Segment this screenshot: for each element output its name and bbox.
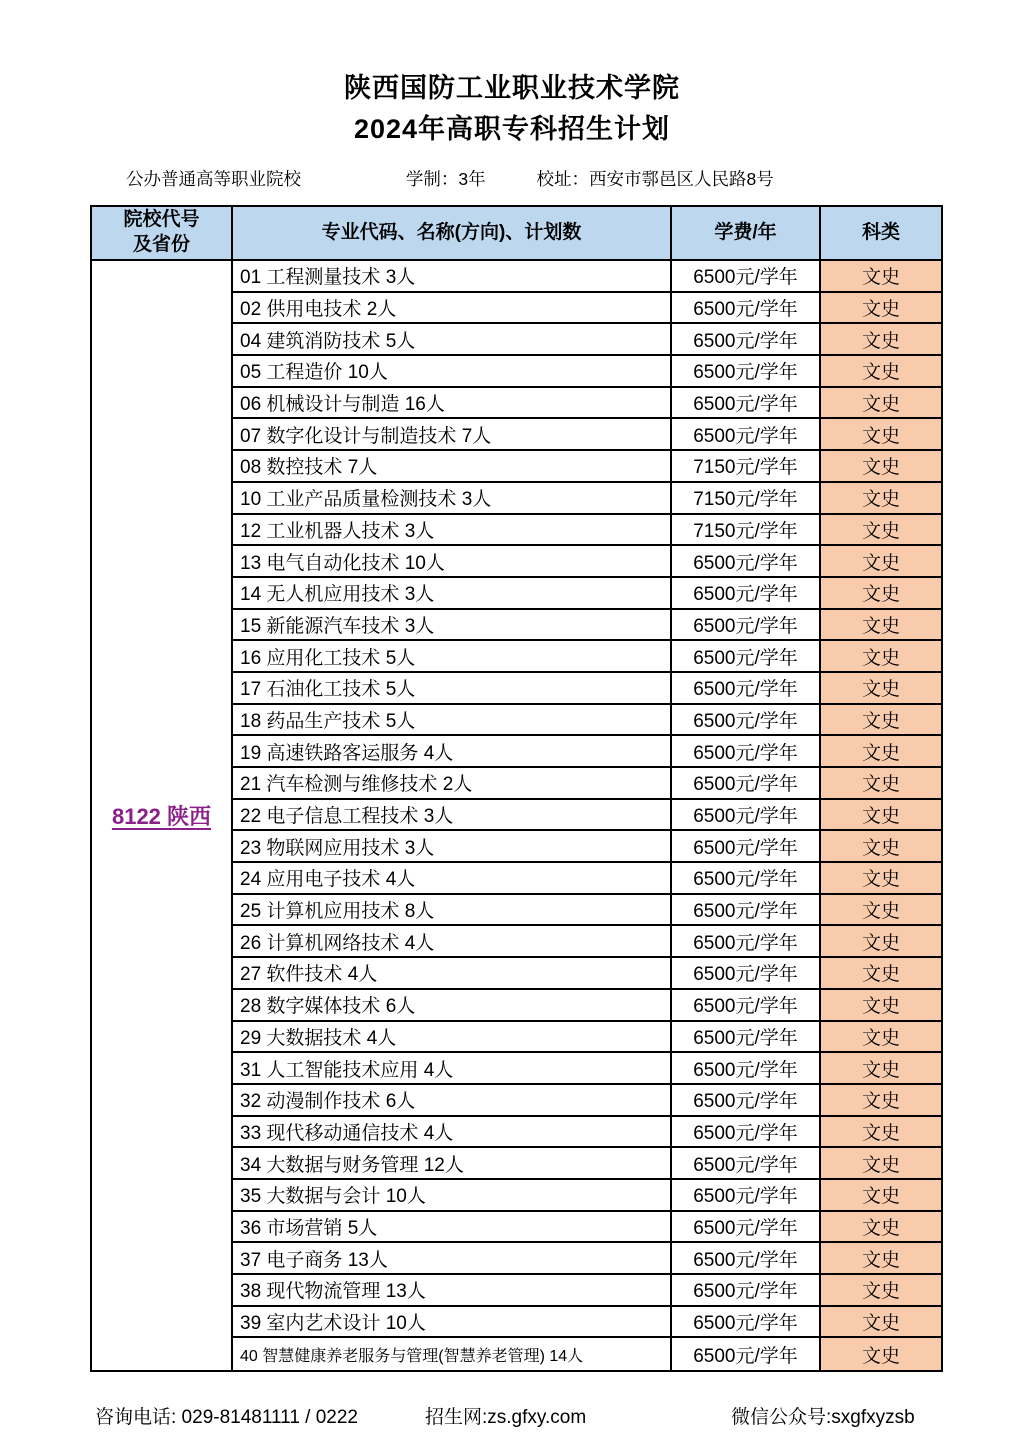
major-cell: 13 电气自动化技术 10人 [233,546,672,578]
category-cell: 文史 [821,451,941,483]
category-cell: 文史 [821,1275,941,1307]
tuition-cell: 6500元/学年 [672,1307,821,1339]
tuition-cell: 6500元/学年 [672,1053,821,1085]
major-cell: 16 应用化工技术 5人 [233,641,672,673]
major-cell: 38 现代物流管理 13人 [233,1275,672,1307]
major-cell: 28 数字媒体技术 6人 [233,990,672,1022]
school-address-label: 校址：西安市鄠邑区人民路8号 [536,169,774,189]
major-cell: 35 大数据与会计 10人 [233,1180,672,1212]
college-code-cell [92,261,233,1370]
category-cell: 文史 [821,1180,941,1212]
tuition-cell: 6500元/学年 [672,1275,821,1307]
major-cell: 08 数控技术 7人 [233,451,672,483]
major-cell: 39 室内艺术设计 10人 [233,1307,672,1339]
major-cell: 07 数字化设计与制造技术 7人 [233,419,672,451]
tuition-cell: 6500元/学年 [672,546,821,578]
major-cell: 24 应用电子技术 4人 [233,863,672,895]
major-cell: 17 石油化工技术 5人 [233,673,672,705]
major-cell: 02 供用电技术 2人 [233,293,672,325]
header-category: 科类 [821,207,941,261]
tuition-cell: 6500元/学年 [672,1338,821,1370]
admission-plan-table [90,205,943,1372]
footer-phone: 咨询电话: 029-81481111 / 0222 [95,1407,358,1428]
category-cell: 文史 [821,895,941,927]
major-cell: 26 计算机网络技术 4人 [233,926,672,958]
tuition-cell: 6500元/学年 [672,895,821,927]
tuition-cell: 6500元/学年 [672,926,821,958]
category-cell: 文史 [821,483,941,515]
tuition-cell: 6500元/学年 [672,1117,821,1149]
tuition-cell: 6500元/学年 [672,578,821,610]
category-cell: 文史 [821,641,941,673]
major-cell: 12 工业机器人技术 3人 [233,515,672,547]
school-duration-label: 学制：3年 [405,169,486,189]
major-cell: 21 汽车检测与维修技术 2人 [233,768,672,800]
category-cell: 文史 [821,705,941,737]
tuition-cell: 6500元/学年 [672,1085,821,1117]
footer-contact-line [0,1402,1024,1430]
category-cell: 文史 [821,831,941,863]
category-cell: 文史 [821,990,941,1022]
major-cell: 34 大数据与财务管理 12人 [233,1148,672,1180]
category-cell: 文史 [821,1338,941,1370]
category-cell: 文史 [821,1117,941,1149]
major-cell: 31 人工智能技术应用 4人 [233,1053,672,1085]
tuition-cell: 7150元/学年 [672,515,821,547]
tuition-cell: 6500元/学年 [672,388,821,420]
major-cell: 01 工程测量技术 3人 [233,261,672,293]
tuition-cell: 6500元/学年 [672,1212,821,1244]
header-major: 专业代码、名称(方向)、计划数 [233,207,672,261]
tuition-cell: 6500元/学年 [672,1243,821,1275]
major-cell: 23 物联网应用技术 3人 [233,831,672,863]
category-cell: 文史 [821,1307,941,1339]
major-cell: 18 药品生产技术 5人 [233,705,672,737]
category-cell: 文史 [821,356,941,388]
tuition-cell: 6500元/学年 [672,293,821,325]
category-cell: 文史 [821,958,941,990]
header-college-code-line1: 院校代号 [123,209,200,231]
category-cell: 文史 [821,293,941,325]
tuition-cell: 6500元/学年 [672,831,821,863]
header-college-code-line2: 及省份 [132,234,190,255]
footer-website: 招生网:zs.gfxy.com [425,1407,587,1428]
category-cell: 文史 [821,1085,941,1117]
major-cell: 29 大数据技术 4人 [233,1022,672,1054]
category-cell: 文史 [821,419,941,451]
document-title: 陕西国防工业职业技术学院 [344,73,680,103]
school-info-line [126,166,774,191]
major-cell: 04 建筑消防技术 5人 [233,324,672,356]
tuition-cell: 6500元/学年 [672,768,821,800]
category-cell: 文史 [821,610,941,642]
tuition-cell: 6500元/学年 [672,705,821,737]
major-cell: 40 智慧健康养老服务与管理(智慧养老管理) 14人 [233,1338,672,1370]
major-cell: 15 新能源汽车技术 3人 [233,610,672,642]
footer-wechat: 微信公众号:sxgfxyzsb [731,1407,915,1428]
tuition-cell: 6500元/学年 [672,1022,821,1054]
tuition-cell: 6500元/学年 [672,324,821,356]
major-cell: 06 机械设计与制造 16人 [233,388,672,420]
category-cell: 文史 [821,515,941,547]
category-cell: 文史 [821,261,941,293]
category-cell: 文史 [821,324,941,356]
tuition-cell: 6500元/学年 [672,673,821,705]
tuition-cell: 6500元/学年 [672,958,821,990]
category-cell: 文史 [821,546,941,578]
category-cell: 文史 [821,736,941,768]
category-cell: 文史 [821,1148,941,1180]
category-cell: 文史 [821,388,941,420]
category-cell: 文史 [821,800,941,832]
category-cell: 文史 [821,926,941,958]
tuition-cell: 6500元/学年 [672,990,821,1022]
category-cell: 文史 [821,1243,941,1275]
tuition-cell: 7150元/学年 [672,451,821,483]
school-type-label: 公办普通高等职业院校 [126,169,301,189]
tuition-cell: 6500元/学年 [672,736,821,768]
major-cell: 14 无人机应用技术 3人 [233,578,672,610]
tuition-cell: 6500元/学年 [672,800,821,832]
tuition-cell: 6500元/学年 [672,1148,821,1180]
major-cell: 05 工程造价 10人 [233,356,672,388]
category-cell: 文史 [821,1053,941,1085]
tuition-cell: 7150元/学年 [672,483,821,515]
tuition-cell: 6500元/学年 [672,1180,821,1212]
major-cell: 32 动漫制作技术 6人 [233,1085,672,1117]
category-cell: 文史 [821,1022,941,1054]
header-college-code [92,207,233,261]
major-cell: 19 高速铁路客运服务 4人 [233,736,672,768]
tuition-cell: 6500元/学年 [672,356,821,388]
tuition-cell: 6500元/学年 [672,641,821,673]
category-cell: 文史 [821,768,941,800]
tuition-cell: 6500元/学年 [672,419,821,451]
category-cell: 文史 [821,673,941,705]
major-cell: 33 现代移动通信技术 4人 [233,1117,672,1149]
category-cell: 文史 [821,863,941,895]
document-subtitle: 2024年高职专科招生计划 [353,114,671,144]
tuition-cell: 6500元/学年 [672,863,821,895]
major-cell: 25 计算机应用技术 8人 [233,895,672,927]
major-cell: 36 市场营销 5人 [233,1212,672,1244]
header-tuition: 学费/年 [672,207,821,261]
major-cell: 22 电子信息工程技术 3人 [233,800,672,832]
major-cell: 10 工业产品质量检测技术 3人 [233,483,672,515]
tuition-cell: 6500元/学年 [672,610,821,642]
tuition-cell: 6500元/学年 [672,261,821,293]
major-cell: 37 电子商务 13人 [233,1243,672,1275]
category-cell: 文史 [821,1212,941,1244]
college-code-value: 8122 陕西 [111,804,212,830]
major-cell: 27 软件技术 4人 [233,958,672,990]
category-cell: 文史 [821,578,941,610]
